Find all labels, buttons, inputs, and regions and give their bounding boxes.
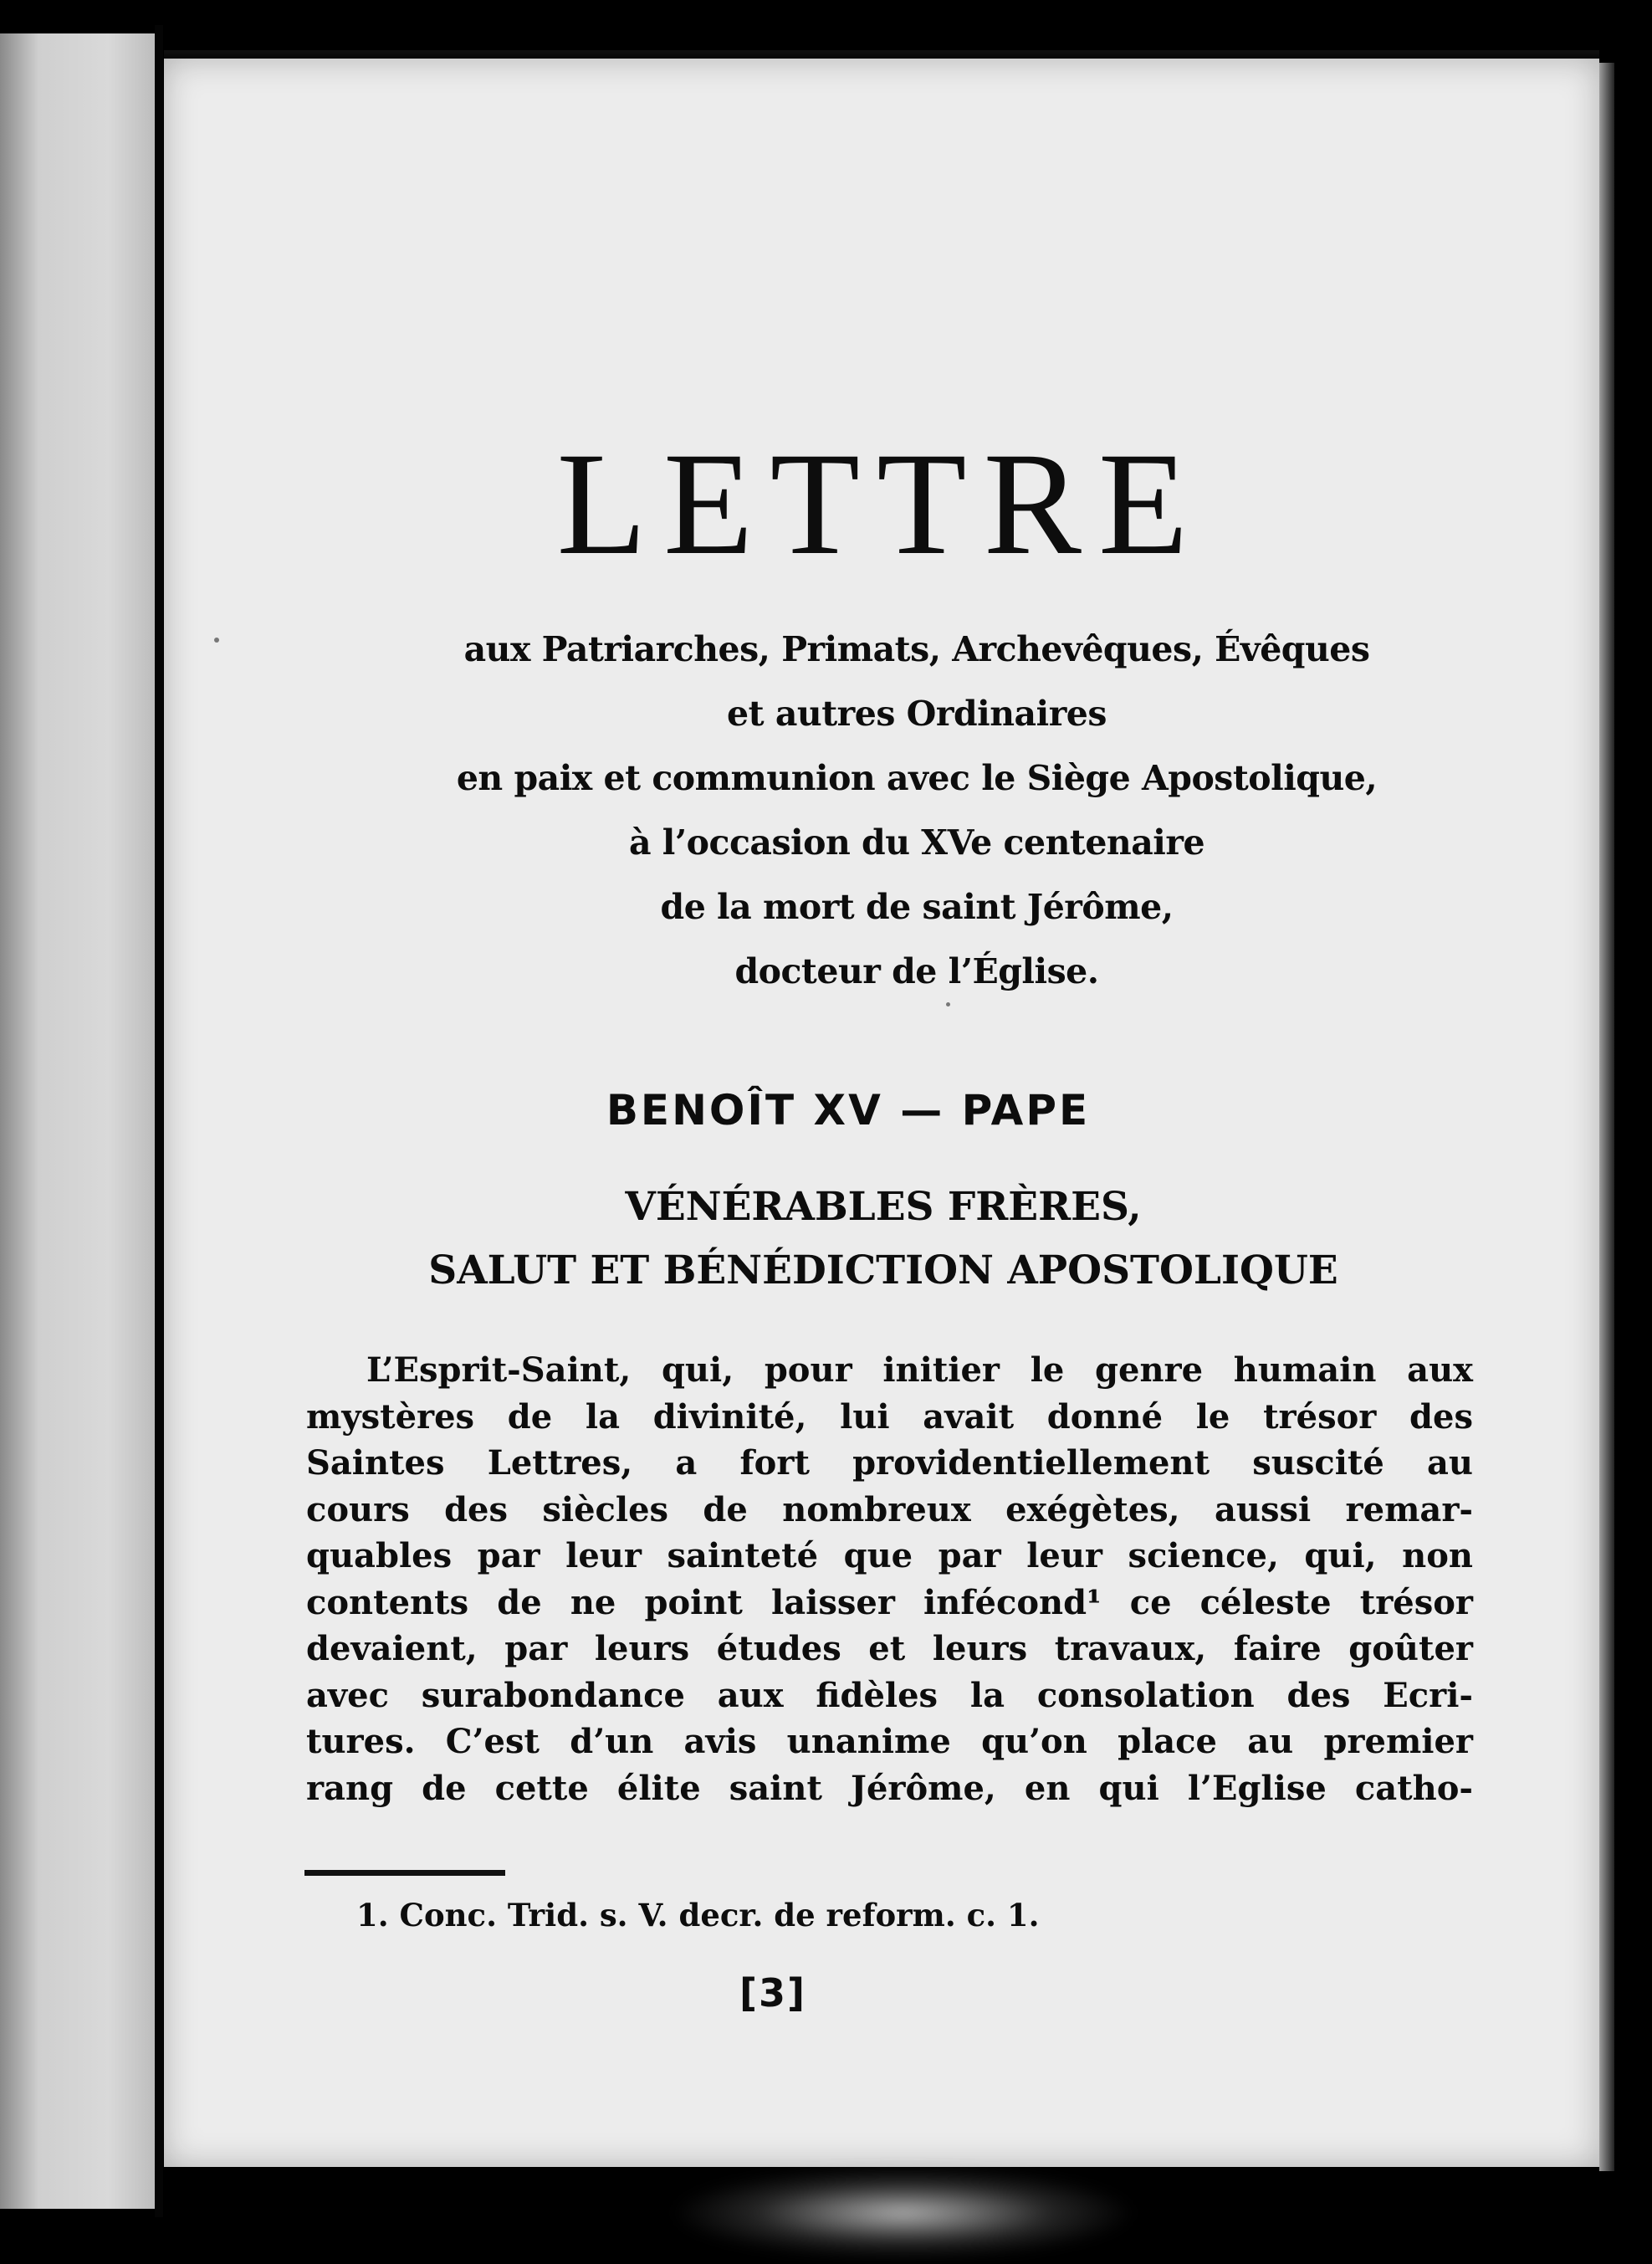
- salutation-line: SALUT ET BÉNÉDICTION APOSTOLIQUE: [428, 1247, 1338, 1293]
- letter-title: LETTRE: [556, 423, 1205, 586]
- body-line: quables par leur sainteté que par leur science, qui, non: [306, 1536, 1473, 1575]
- paper-speck: [946, 1002, 950, 1007]
- page-content: [164, 59, 1599, 2167]
- address-line: docteur de l’Église.: [734, 951, 1099, 991]
- address-line: en paix et communion avec le Siège Apostolique,: [456, 758, 1378, 798]
- body-line: tures. C’est d’un avis unanime qu’on place au premier: [306, 1722, 1473, 1761]
- address-line: à l’occasion du XVe centenaire: [628, 822, 1205, 863]
- paper-speck: [214, 638, 219, 643]
- body-line: contents de ne point laisser infécond¹ ce céleste trésor: [306, 1582, 1473, 1622]
- body-line: Saintes Lettres, a fort providentiellement suscité au: [306, 1443, 1473, 1483]
- author-line: BENOÎT XV — PAPE: [606, 1086, 1091, 1135]
- right-page-edge: [1599, 63, 1614, 2171]
- address-line: aux Patriarches, Primats, Archevêques, Évêques: [463, 629, 1370, 669]
- page-number: [3]: [739, 1970, 807, 2016]
- address-line: de la mort de saint Jérôme,: [660, 887, 1174, 927]
- address-line: et autres Ordinaires: [727, 694, 1107, 734]
- salutation-line: VÉNÉRABLES FRÈRES,: [625, 1184, 1142, 1230]
- thumb-blur: [669, 2167, 1138, 2259]
- salutation-block: [365, 1176, 1402, 1303]
- page: [164, 59, 1599, 2167]
- address-block: [348, 617, 1486, 1004]
- body-line: avec surabondance aux fidèles la consolation des Ecri-: [306, 1675, 1473, 1715]
- body-line: devaient, par leurs études et leurs travaux, faire goûter: [306, 1629, 1473, 1668]
- body-paragraph: [306, 1347, 1473, 1811]
- footnote: 1. Conc. Trid. s. V. decr. de reform. c. 1.: [356, 1897, 1040, 1934]
- body-line: L’Esprit-Saint, qui, pour initier le genre humain aux: [366, 1350, 1473, 1390]
- body-line: mystères de la divinité, lui avait donné le trésor des: [306, 1396, 1473, 1437]
- footnote-rule: [304, 1870, 505, 1876]
- body-line: cours des siècles de nombreux exégètes, aussi remar-: [306, 1489, 1473, 1529]
- body-line: rang de cette élite saint Jérôme, en qui l’Eglise catho-: [306, 1768, 1473, 1808]
